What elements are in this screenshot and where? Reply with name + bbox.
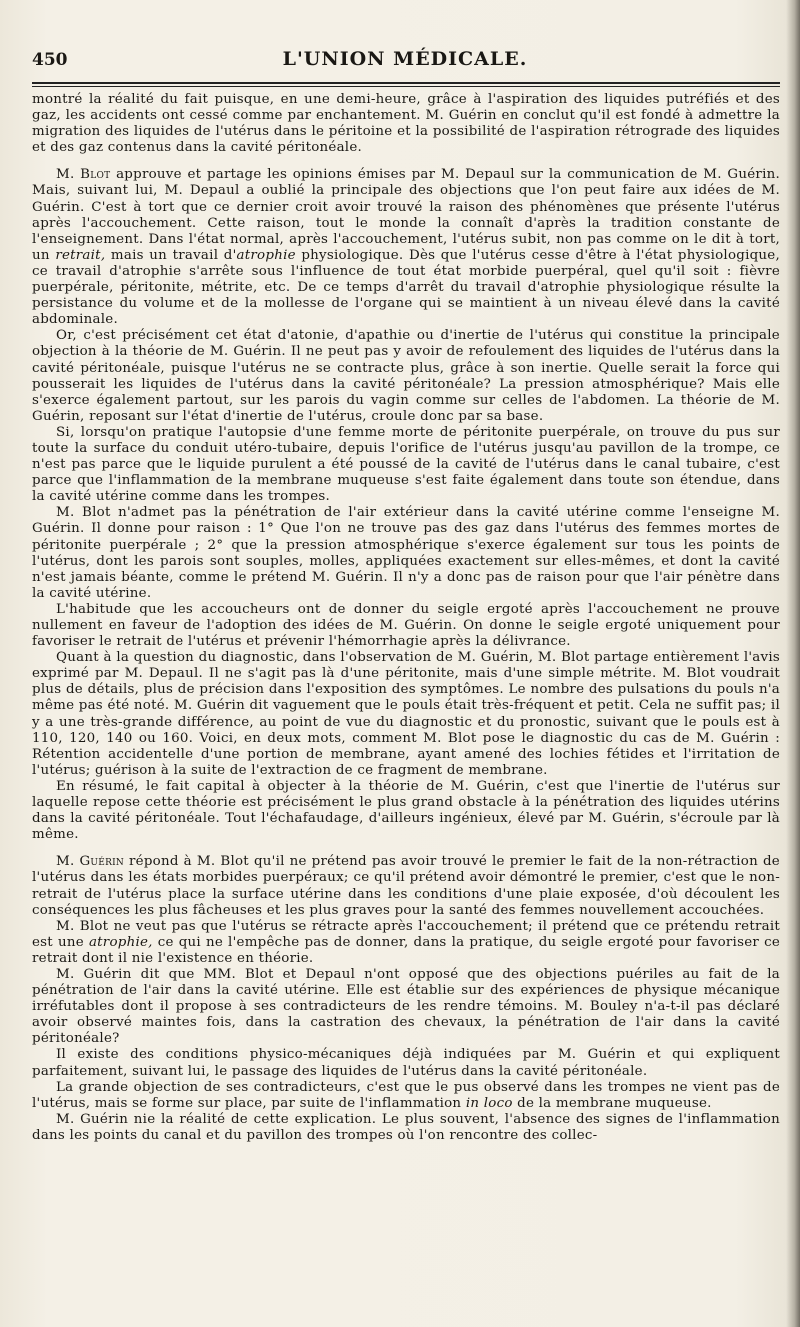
page-header — [32, 44, 778, 74]
header-rule — [32, 82, 780, 87]
paragraph: Si, lorsqu'on pratique l'autopsie d'une femme morte de péritonite puerpérale, on trouve du pus sur toute la surface du conduit utéro-tubaire, depuis l'orifice de l'utérus jusqu'au pavillon de la trompe, ce n'est pas parce que le liquide purulent a été poussé de la cavité de l'utérus dans le canal tubaire, c'est parce que l'inflammation de la membrane muqueuse s'est faite également dans toute son étendue, dans la cavité utérine comme dans les trompes. — [32, 424, 780, 505]
paragraph: Or, c'est précisément cet état d'atonie, d'apathie ou d'inertie de l'utérus qui constitue la principale objection à la théorie de M. Guérin. Il ne peut pas y avoir de refoulement des liquides de l'utérus dans la cavité péritonéale, puisque l'utérus ne se contracte plus, grâce à son inertie. Quelle serait la force qui pousserait les liquides de l'utérus dans la cavité péritonéale? La pression atmosphérique? Mais elle s'exerce également partout, sur les parois du vagin comme sur celles de l'abdomen. La théorie de M. Guérin, reposant sur l'état d'inertie de l'utérus, croule donc par sa base. — [32, 328, 780, 424]
article-body — [32, 92, 780, 1144]
paragraph: Il existe des conditions physico-mécaniques déjà indiquées par M. Guérin et qui expliquent parfaitement, suivant lui, le passage des liquides de l'utérus dans la cavité péritonéale. — [32, 1047, 780, 1079]
paragraph: M. Guérin nie la réalité de cette explication. Le plus souvent, l'absence des signes de l'inflammation dans les points du canal et du pavillon des trompes où l'on rencontre des collec- — [32, 1111, 780, 1143]
page-number: 450 — [32, 50, 68, 70]
paragraph: La grande objection de ses contradicteurs, c'est que le pus observé dans les trompes ne vient pas de l'utérus, mais se forme sur place, par suite de l'inflammation in loco de la membrane muqueuse. — [32, 1079, 780, 1111]
speaker-name: Guérin — [79, 854, 125, 870]
paragraph-blot-intervention: M. Blot approuve et partage les opinions émises par M. Depaul sur la communication de M. Guérin. Mais, suivant lui, M. Depaul a oublié la principale des objections que l'on peut faire aux idées de M. Guérin. C'est à tort que ce dernier croit avoir trouvé la raison des phénomènes que présente l'utérus après l'accouchement. Cette raison, tout le monde la connaît d'après la tradition constante de l'enseignement. Dans l'état normal, après l'accouchement, l'utérus subit, non pas comme on le dit à tort, un retrait, mais un travail d'atrophie physiologique. Dès que l'utérus cesse d'être à l'état physiologique, ce travail d'atrophie s'arrête sous l'influence de tout état morbide puerpéral, quel qu'il soit : fièvre puerpérale, péritonite, métrite, etc. De ce temps d'arrêt du travail d'atrophie physiologique résulte la persistance du volume et de la mollesse de l'organe qui se maintient à un niveau élevé dans la cavité abdominale. — [32, 167, 780, 328]
running-title: L'UNION MÉDICALE. — [282, 48, 528, 70]
paragraph: M. Blot ne veut pas que l'utérus se rétracte après l'accouchement; il prétend que ce prétendu retrait est une atrophie, ce qui ne l'empêche pas de donner, dans la pratique, du seigle ergoté pour favoriser ce retrait dont il nie l'existence en théorie. — [32, 918, 780, 966]
paragraph-continuation: montré la réalité du fait puisque, en une demi-heure, grâce à l'aspiration des liquides putréfiés et des gaz, les accidents ont cessé comme par enchantement. M. Guérin en conclut qu'il est fondé à admettre la migration des liquides de l'utérus dans le péritoine et la possibilité de l'aspiration rétrograde des liquides et des gaz contenus dans la cavité péritonéale. — [32, 92, 780, 156]
paragraph: M. Guérin dit que MM. Blot et Depaul n'ont opposé que des objections puériles au fait de la pénétration de l'air dans la cavité utérine. Elle est établie sur des expériences de physique mécanique irréfutables dont il propose à ses contradicteurs de les rendre témoins. M. Bouley n'a-t-il pas déclaré avoir observé maintes fois, dans la castration des chevaux, la pénétration de l'air dans la cavité péritonéale? — [32, 966, 780, 1047]
paragraph: Quant à la question du diagnostic, dans l'observation de M. Guérin, M. Blot partage entièrement l'avis exprimé par M. Depaul. Il ne s'agit pas là d'une péritonite, mais d'une simple métrite. M. Blot voudrait plus de détails, plus de précision dans l'exposition des symptômes. Le nombre des pulsations du pouls n'a même pas été noté. M. Guérin dit vaguement que le pouls était très-fréquent et petit. Cela ne suffit pas; il y a une très-grande différence, au point de vue du diagnostic et du pronostic, suivant que le pouls est à 110, 120, 140 ou 160. Voici, en deux mots, comment M. Blot pose le diagnostic du cas de M. Guérin : Rétention accidentelle d'une portion de membrane, ayant amené des lochies fétides et l'irritation de l'utérus; guérison à la suite de l'extraction de ce fragment de membrane. — [32, 650, 780, 778]
paragraph: En résumé, le fait capital à objecter à la théorie de M. Guérin, c'est que l'inertie de l'utérus sur laquelle repose cette théorie est précisément le plus grand obstacle à la pénétration des liquides utérins dans la cavité péritonéale. Tout l'échafaudage, d'ailleurs ingénieux, élevé par M. Guérin, s'écroule par là même. — [32, 778, 780, 843]
speaker-name: Blot — [80, 167, 111, 183]
paragraph-guerin-reply: M. Guérin répond à M. Blot qu'il ne prétend pas avoir trouvé le premier le fait de la non-rétraction de l'utérus dans les états morbides puerpéraux; ce qu'il prétend avoir démontré le premier, c'est que le non-retrait de l'utérus place la surface utérine dans les conditions d'une plaie exposée, d'où découlent les conséquences les plus fâcheuses et les plus graves pour la santé des femmes nouvellement accouchées. — [32, 854, 780, 918]
paragraph: M. Blot n'admet pas la pénétration de l'air extérieur dans la cavité utérine comme l'enseigne M. Guérin. Il donne pour raison : 1° Que l'on ne trouve pas des gaz dans l'utérus des femmes mortes de péritonite puerpérale ; 2° que la pression atmosphérique s'exerce également sur tous les points de l'utérus, dont les parois sont souples, molles, appliquées exactement sur elles-mêmes, et dont la cavité n'est jamais béante, comme le prétend M. Guérin. Il n'y a donc pas de raison pour que l'air pénètre dans la cavité utérine. — [32, 505, 780, 601]
paragraph: L'habitude que les accoucheurs ont de donner du seigle ergoté après l'accouchement ne prouve nullement en faveur de l'adoption des idées de M. Guérin. On donne le seigle ergoté uniquement pour favoriser le retrait de l'utérus et prévenir l'hémorrhagie après la délivrance. — [32, 601, 780, 650]
